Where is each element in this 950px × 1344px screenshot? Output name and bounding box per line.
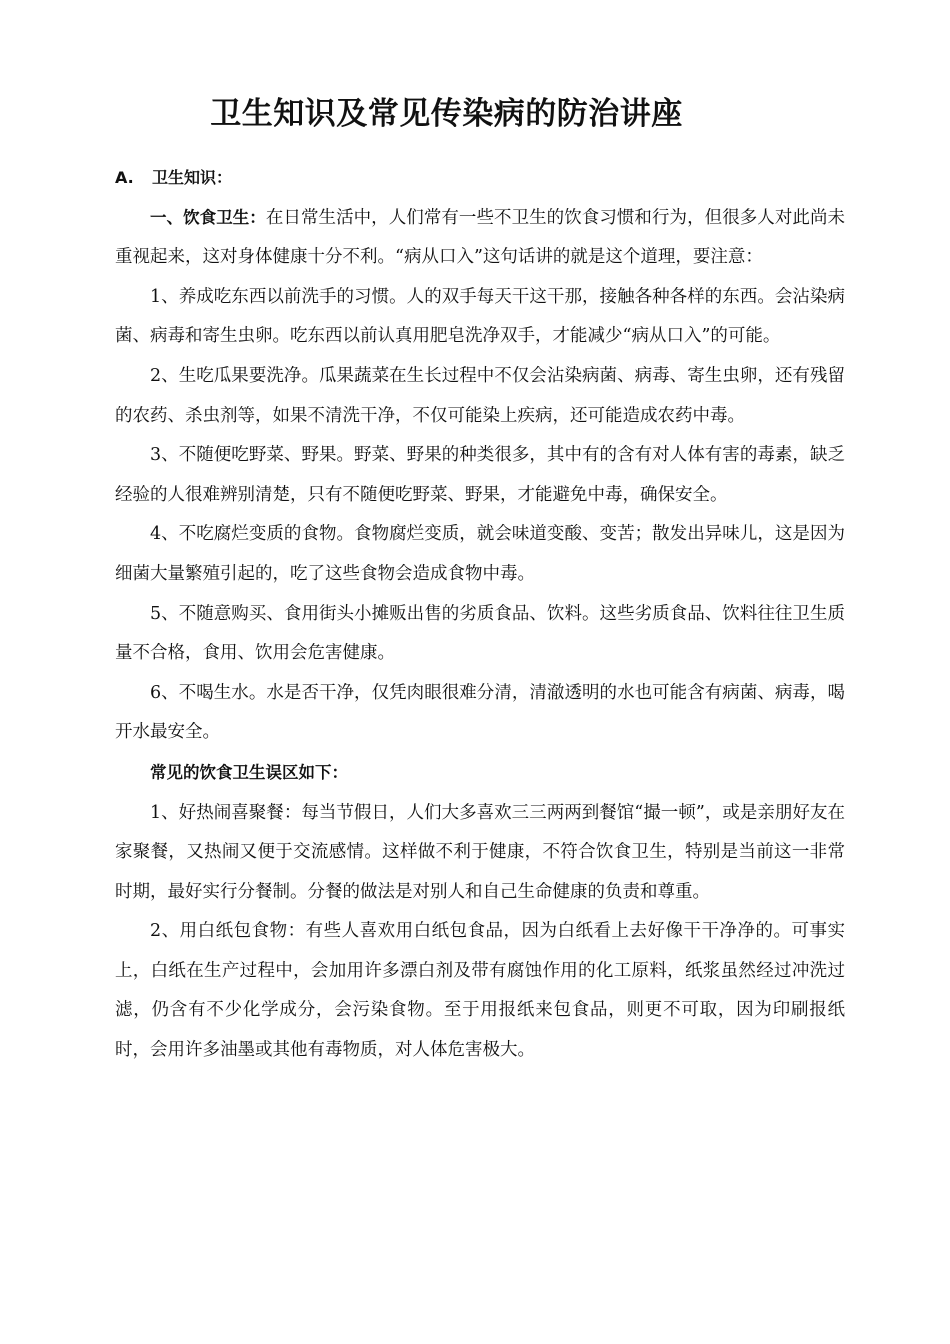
intro-paragraph (115, 198, 845, 278)
rule-paragraph-3: 3、不随便吃野菜、野果。野菜、野果的种类很多，其中有的含有对人体有害的毒素，缺乏经验的人很难辨别清楚，只有不随便吃野菜、野果，才能避免中毒，确保安全。 (115, 445, 845, 505)
rule-paragraph-5: 5、不随意购买、食用街头小摊贩出售的劣质食品、饮料。这些劣质食品、饮料往往卫生质量不合格，食用、饮用会危害健康。 (115, 603, 845, 664)
myths-heading-text: 常见的饮食卫生误区如下： (150, 762, 348, 782)
intro-text: 在日常生活中，人们常有一些不卫生的饮食习惯和行为，但很多人对此尚未重视起来，这对身体健康十分不利。“病从口入”这句话讲的就是这个道理，要注意： (115, 207, 845, 268)
section-heading (115, 158, 845, 198)
document-body (115, 158, 845, 1071)
section-marker: A. (115, 168, 134, 187)
document-title: 卫生知识及常见传染病的防治讲座 (210, 96, 683, 132)
intro-lead: 一、饮食卫生： (150, 207, 266, 227)
myths-heading (115, 753, 845, 794)
rule-paragraph-6: 6、不喝生水。水是否干净，仅凭肉眼很难分清，清澈透明的水也可能含有病菌、病毒，喝开水最安全。 (115, 682, 845, 743)
rule-paragraph-4: 4、不吃腐烂变质的食物。食物腐烂变质，就会味道变酸、变苦；散发出异味儿，这是因为细菌大量繁殖引起的，吃了这些食物会造成食物中毒。 (115, 524, 845, 584)
myth-paragraph-2: 2、用白纸包食物：有些人喜欢用白纸包食品，因为白纸看上去好像干干净净的。可事实上，白纸在生产过程中，会加用许多漂白剂及带有腐蚀作用的化工原料，纸浆虽然经过冲洗过滤，仍含有不少化学成分，会污染食物。至于用报纸来包食品，则更不可取，因为印刷报纸时，会用许多油墨或其他有毒物质，对人体危害极大。 (115, 921, 845, 1061)
rule-paragraph-2: 2、生吃瓜果要洗净。瓜果蔬菜在生长过程中不仅会沾染病菌、病毒、寄生虫卵，还有残留的农药、杀虫剂等，如果不清洗干净，不仅可能染上疾病，还可能造成农药中毒。 (115, 365, 845, 426)
myth-paragraph-1: 1、好热闹喜聚餐：每当节假日，人们大多喜欢三三两两到餐馆“撮一顿”，或是亲朋好友在家聚餐，又热闹又便于交流感情。这样做不利于健康，不符合饮食卫生，特别是当前这一非常时期，最好实行分餐制。分餐的做法是对别人和自己生命健康的负责和尊重。 (115, 802, 845, 902)
section-heading-text: 卫生知识： (152, 168, 233, 187)
rule-paragraph-1: 1、养成吃东西以前洗手的习惯。人的双手每天干这干那，接触各种各样的东西。会沾染病菌、病毒和寄生虫卵。吃东西以前认真用肥皂洗净双手，才能减少“病从口入”的可能。 (115, 286, 845, 347)
